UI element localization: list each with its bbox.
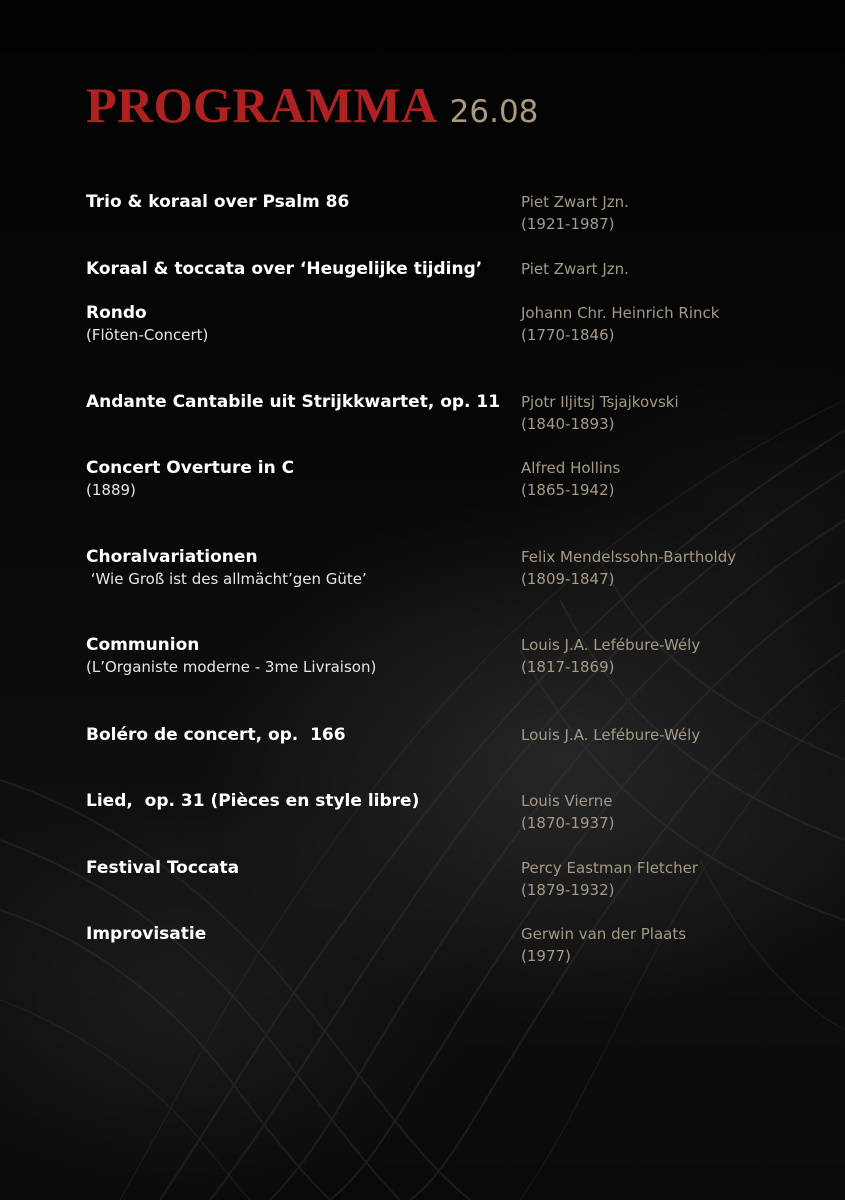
piece-subtitle: (1889)	[86, 481, 136, 499]
piece	[86, 634, 506, 678]
piece-subtitle: ‘Wie Groß ist des allmächt’gen Güte’	[86, 570, 367, 588]
composer-name: Alfred Hollins	[521, 459, 621, 477]
program-title: PROGRAMMA	[86, 77, 438, 133]
composer-dates: (1870-1937)	[521, 814, 615, 832]
piece-title: Boléro de concert, op. 166	[86, 725, 346, 745]
piece	[86, 790, 506, 812]
composer-name: Louis J.A. Lefébure-Wély	[521, 636, 701, 654]
composer	[521, 546, 821, 590]
piece-title: Lied, op. 31 (Pièces en style libre)	[86, 791, 420, 811]
piece	[86, 857, 506, 879]
piece	[86, 191, 506, 213]
composer-name: Gerwin van der Plaats	[521, 925, 687, 943]
piece-title: Improvisatie	[86, 924, 207, 944]
composer-dates: (1817-1869)	[521, 658, 615, 676]
piece-title: Andante Cantabile uit Strijkkwartet, op. 11	[86, 392, 501, 412]
composer-name: Johann Chr. Heinrich Rinck	[521, 304, 720, 322]
piece	[86, 302, 506, 346]
composer-name: Piet Zwart Jzn.	[521, 260, 629, 278]
piece	[86, 546, 506, 590]
composer-dates: (1879-1932)	[521, 881, 615, 899]
composer	[521, 457, 821, 501]
composer	[521, 923, 821, 967]
composer	[521, 191, 821, 235]
composer-name: Piet Zwart Jzn.	[521, 193, 629, 211]
composer-dates: (1770-1846)	[521, 326, 615, 344]
piece	[86, 258, 506, 280]
piece	[86, 724, 506, 746]
composer-name: Pjotr Iljitsj Tsjajkovski	[521, 393, 679, 411]
piece	[86, 391, 506, 413]
piece-title: Rondo	[86, 303, 147, 323]
program-date: 26.08	[449, 94, 539, 130]
composer-name: Louis J.A. Lefébure-Wély	[521, 726, 701, 744]
composer-dates: (1809-1847)	[521, 570, 615, 588]
composer	[521, 258, 821, 280]
piece-subtitle: (L’Organiste moderne - 3me Livraison)	[86, 658, 377, 676]
composer-name: Percy Eastman Fletcher	[521, 859, 698, 877]
composer	[521, 724, 821, 746]
composer	[521, 790, 821, 834]
piece-title: Trio & koraal over Psalm 86	[86, 192, 350, 212]
piece	[86, 923, 506, 945]
composer-dates: (1921-1987)	[521, 215, 615, 233]
composer-name: Louis Vierne	[521, 792, 613, 810]
piece	[86, 457, 506, 501]
composer	[521, 302, 821, 346]
composer-name: Felix Mendelssohn-Bartholdy	[521, 548, 737, 566]
composer-dates: (1865-1942)	[521, 481, 615, 499]
composer	[521, 391, 821, 435]
composer	[521, 857, 821, 901]
composer-dates: (1977)	[521, 947, 571, 965]
piece-title: Communion	[86, 635, 200, 655]
piece-title: Festival Toccata	[86, 858, 240, 878]
composer-dates: (1840-1893)	[521, 415, 615, 433]
composer	[521, 634, 821, 678]
piece-title: Koraal & toccata over ‘Heugelijke tijding’	[86, 259, 483, 279]
piece-subtitle: (Flöten-Concert)	[86, 326, 209, 344]
piece-title: Concert Overture in C	[86, 458, 295, 478]
piece-title: Choralvariationen	[86, 547, 258, 567]
